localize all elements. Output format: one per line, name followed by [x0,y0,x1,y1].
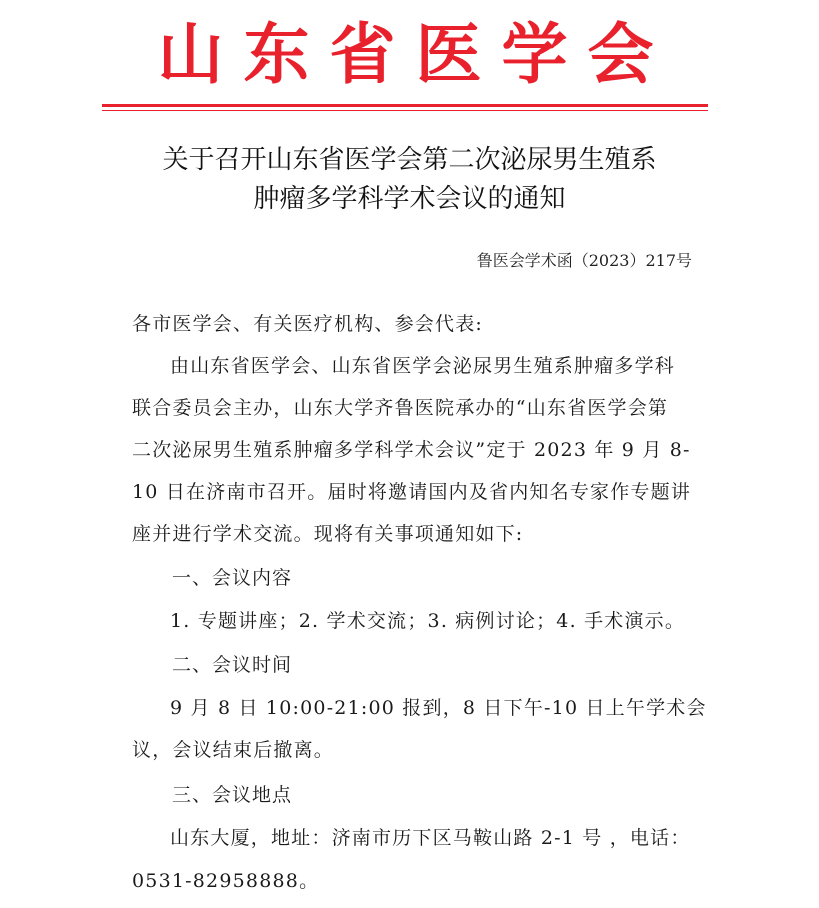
section-time-line-1: 9 月 8 日 10:00-21:00 报到，8 日下午-10 日上午学术会 [170,697,707,719]
section-venue-line-2: 0531-82958888。 [132,870,320,892]
document-number: 鲁医会学术函（2023）217号 [476,251,692,270]
intro-line-2: 联合委员会主办，山东大学齐鲁医院承办的“山东省医学会第 [132,397,669,419]
salutation: 各市医学会、有关医疗机构、参会代表: [132,313,484,335]
section-time-line-2: 议，会议结束后撤离。 [132,739,335,761]
letterhead-rule-thick [102,104,708,107]
section-heading-venue: 三、会议地点 [172,784,293,806]
intro-line-4: 10 日在济南市召开。届时将邀请国内及省内知名专家作专题讲 [132,481,692,503]
intro-line-1: 由山东省医学会、山东省医学会泌尿男生殖系肿瘤多学科 [170,355,676,377]
document-title-line-2: 肿瘤多学科学术会议的通知 [253,184,566,214]
section-heading-content: 一、会议内容 [172,567,293,589]
section-venue-line-1: 山东大厦，地址：济南市历下区马鞍山路 2-1 号 ，电话： [170,827,691,849]
document-title-line-1: 关于召开山东省医学会第二次泌尿男生殖系 [162,145,657,175]
intro-line-3: 二次泌尿男生殖系肿瘤多学科学术会议”定于 2023 年 9 月 8- [132,439,691,461]
intro-line-5: 座并进行学术交流。现将有关事项通知如下: [132,523,524,545]
section-heading-time: 二、会议时间 [172,654,293,676]
letterhead-title: 山东省医学会 [157,15,674,93]
letterhead-rule-thin [102,110,708,111]
section-content-text: 1. 专题讲座；2. 学术交流；3. 病例讨论；4. 手术演示。 [170,610,686,632]
